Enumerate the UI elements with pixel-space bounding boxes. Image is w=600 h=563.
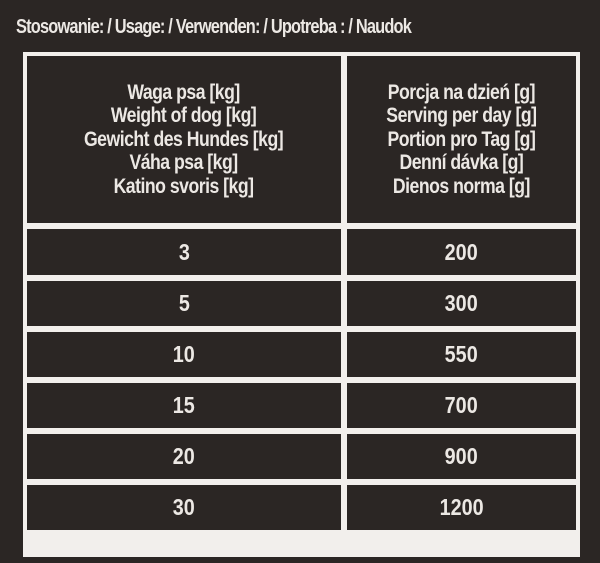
weight-cell: [27, 229, 341, 275]
serving-header-cell: [347, 56, 576, 223]
weight-cell: [27, 383, 341, 428]
serving-cell: [347, 281, 576, 326]
usage-heading: Stosowanie: / Usage: / Verwenden: / Upotreba : / Naudok: [16, 16, 412, 38]
weight-value: 5: [178, 290, 190, 316]
weight-cell: [27, 332, 341, 377]
serving-value: 550: [444, 341, 479, 367]
serving-header-labels: [386, 81, 536, 199]
weight-value: 20: [172, 443, 196, 469]
serving-cell: [347, 229, 576, 275]
serving-header-en: Serving per day [g]: [386, 104, 537, 128]
serving-value: 1200: [439, 494, 484, 520]
serving-value: 300: [444, 290, 479, 316]
weight-cell: [27, 281, 341, 326]
serving-cell: [347, 434, 576, 479]
weight-header-cz: Váha psa [kg]: [129, 151, 239, 175]
serving-header-lt: Dienos norma [g]: [393, 174, 530, 198]
serving-value: 200: [444, 238, 479, 265]
weight-header-lt: Katino svoris [kg]: [114, 174, 254, 198]
serving-cell: [347, 485, 576, 530]
serving-value: 700: [444, 392, 479, 418]
weight-value: 3: [178, 238, 190, 265]
weight-cell: [27, 434, 341, 479]
weight-value: 10: [172, 341, 196, 367]
serving-header-cz: Denní dávka [g]: [399, 151, 524, 175]
serving-cell: [347, 383, 576, 428]
weight-header-cell: [27, 56, 341, 223]
serving-cell: [347, 332, 576, 377]
weight-header-de: Gewicht des Hundes [kg]: [84, 127, 284, 151]
feeding-table: [23, 52, 580, 557]
serving-value: 900: [444, 443, 479, 469]
weight-value: 15: [172, 392, 196, 418]
weight-header-pl: Waga psa [kg]: [127, 80, 241, 104]
weight-value: 30: [172, 494, 196, 520]
weight-cell: [27, 485, 341, 530]
serving-header-de: Portion pro Tag [g]: [387, 127, 536, 151]
weight-header-labels: [84, 81, 283, 199]
serving-header-pl: Porcja na dzień [g]: [387, 80, 536, 104]
weight-header-en: Weight of dog [kg]: [111, 104, 257, 128]
